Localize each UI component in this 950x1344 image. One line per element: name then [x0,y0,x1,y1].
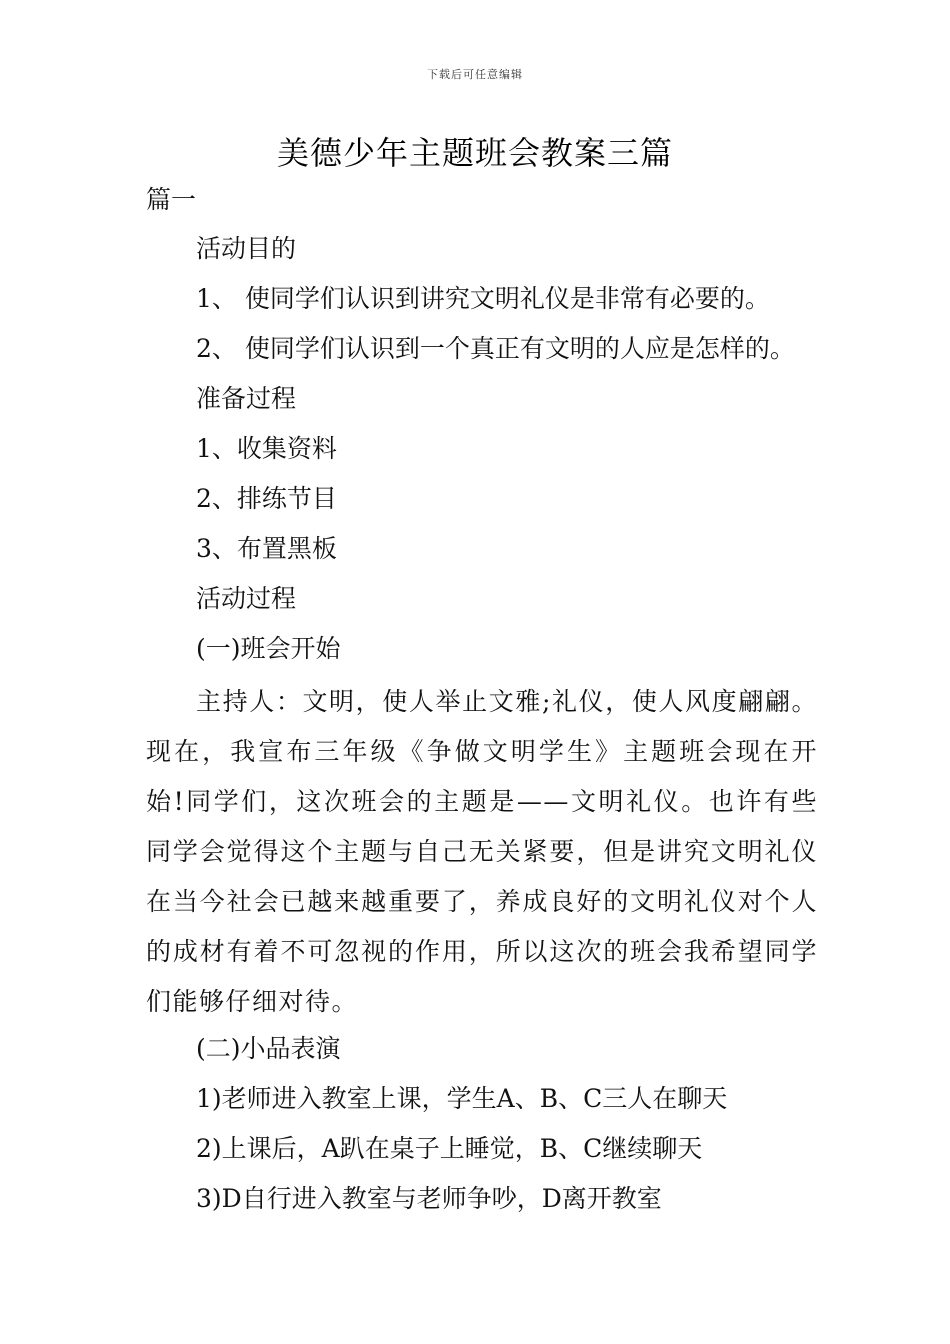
skit-item-1: 1)老师进入教室上课，学生A、B、C三人在聊天 [196,1084,728,1113]
goal-item-2: 2、 使同学们认识到一个真正有文明的人应是怎样的。 [196,334,795,363]
step-heading-1: (一)班会开始 [196,634,341,663]
section-heading: 篇一 [146,185,197,214]
skit-item-2: 2)上课后，A趴在桌子上睡觉，B、C继续聊天 [196,1134,703,1163]
heading-activity-process: 活动过程 [196,584,297,613]
step-heading-2: (二)小品表演 [196,1034,341,1063]
document-title: 美德少年主题班会教案三篇 [276,134,673,172]
goal-item-1: 1、 使同学们认识到讲究文明礼仪是非常有必要的。 [196,284,770,313]
heading-preparation: 准备过程 [196,384,297,413]
header-note: 下载后可任意编辑 [427,68,523,81]
host-speech-paragraph: 主持人：文明，使人举止文雅;礼仪，使人风度翩翩。现在，我宣布三年级《争做文明学生》主题班会现在开始!同学们，这次班会的主题是——文明礼仪。也许有些同学会觉得这个主题与自己无关紧要，但是讲究文明礼仪在当今社会已越来越重要了，养成良好的文明礼仪对个人的成材有着不可忽视的作用，所以这次的班会我希望同学们能够仔细对待。 [146,687,818,1016]
prep-item-2: 2、排练节目 [196,484,337,513]
heading-activity-goal: 活动目的 [196,234,297,263]
prep-item-3: 3、布置黑板 [196,534,337,563]
skit-item-3: 3)D自行进入教室与老师争吵，D离开教室 [196,1184,662,1213]
prep-item-1: 1、收集资料 [196,434,337,463]
